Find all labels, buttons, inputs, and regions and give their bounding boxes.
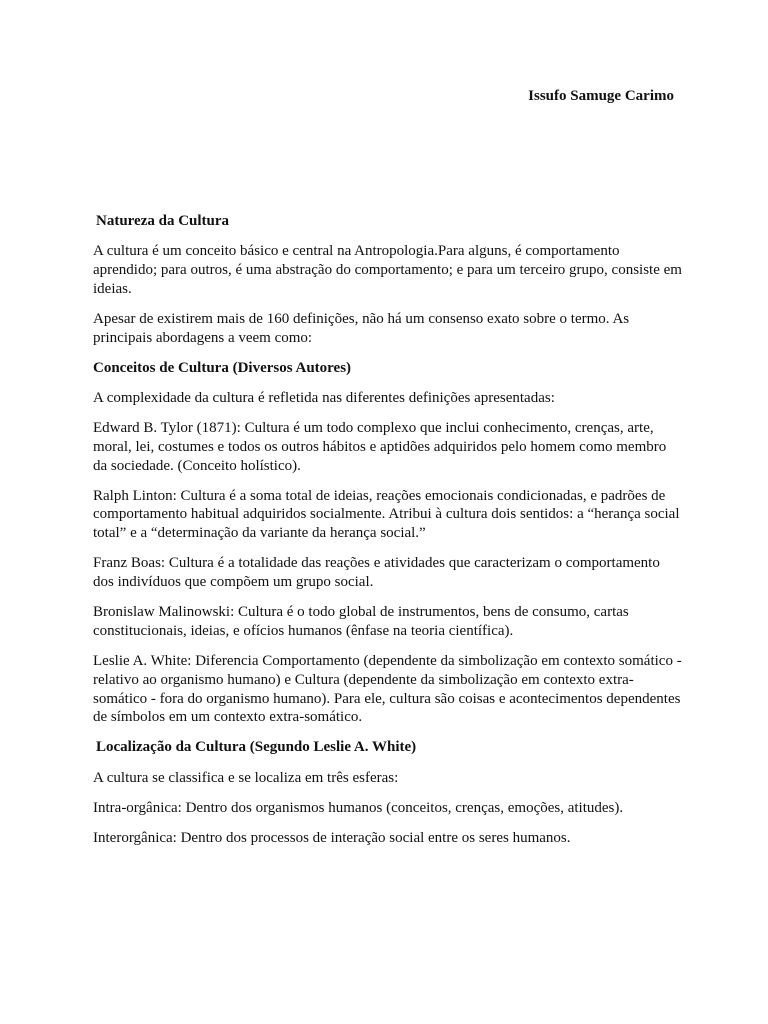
paragraph-intra-organica: Intra-orgânica: Dentro dos organismos humanos (conceitos, crenças, emoções, atitudes). — [93, 799, 624, 816]
heading-conceitos-de-cultura: Conceitos de Cultura (Diversos Autores) — [93, 359, 352, 376]
paragraph-intro: A cultura é um conceito básico e central na Antropologia.Para alguns, é comportamento aprendido; para outros, é uma abstração do comportamento; e para um terceiro grupo, consiste em ideias. — [93, 243, 682, 297]
paragraph-esferas: A cultura se classifica e se localiza em três esferas: — [93, 769, 399, 786]
paragraph-boas: Franz Boas: Cultura é a totalidade das reações e atividades que caracterizam o comportamento dos indivíduos que compõem um grupo social. — [93, 555, 660, 591]
heading-natureza-da-cultura: Natureza da Cultura — [96, 213, 230, 229]
paragraph-definitions: Apesar de existirem mais de 160 definições, não há um consenso exato sobre o termo. As principais abordagens a veem como: — [93, 310, 630, 346]
paragraph-white: Leslie A. White: Diferencia Comportamento (dependente da simbolização em contexto somático - relativo ao organismo humano) e Cultura (dependente da simbolização em contexto extra-somático - fora do organismo humano). Para ele, cultura são coisas e acontecimentos dependentes de símbolos em um contexto extra-somático. — [93, 653, 682, 726]
paragraph-complexidade: A complexidade da cultura é refletida nas diferentes definições apresentadas: — [93, 389, 555, 406]
paragraph-tylor: Edward B. Tylor (1871): Cultura é um todo complexo que inclui conhecimento, crenças, arte, moral, lei, costumes e todos os outros hábitos e aptidões adquiridos pelo homem como membro da sociedade. (Conceito holístico). — [93, 420, 667, 474]
paragraph-malinowski: Bronislaw Malinowski: Cultura é o todo global de instrumentos, bens de consumo, cartas constitucionais, ideias, e ofícios humanos (ênfase na teoria científica). — [93, 604, 629, 639]
paragraph-interorganica: Interorgânica: Dentro dos processos de interação social entre os seres humanos. — [93, 830, 571, 847]
document-body — [93, 212, 683, 859]
heading-localizacao-da-cultura: Localização da Cultura (Segundo Leslie A. White) — [96, 739, 417, 756]
paragraph-linton: Ralph Linton: Cultura é a soma total de ideias, reações emocionais condicionadas, e padrões de comportamento habitual adquiridos socialmente. Atribui à cultura dois sentidos: a “herança social total” e a “determinação da variante da herança social.” — [93, 487, 680, 542]
author-name: Issufo Samuge Carimo — [528, 88, 674, 104]
